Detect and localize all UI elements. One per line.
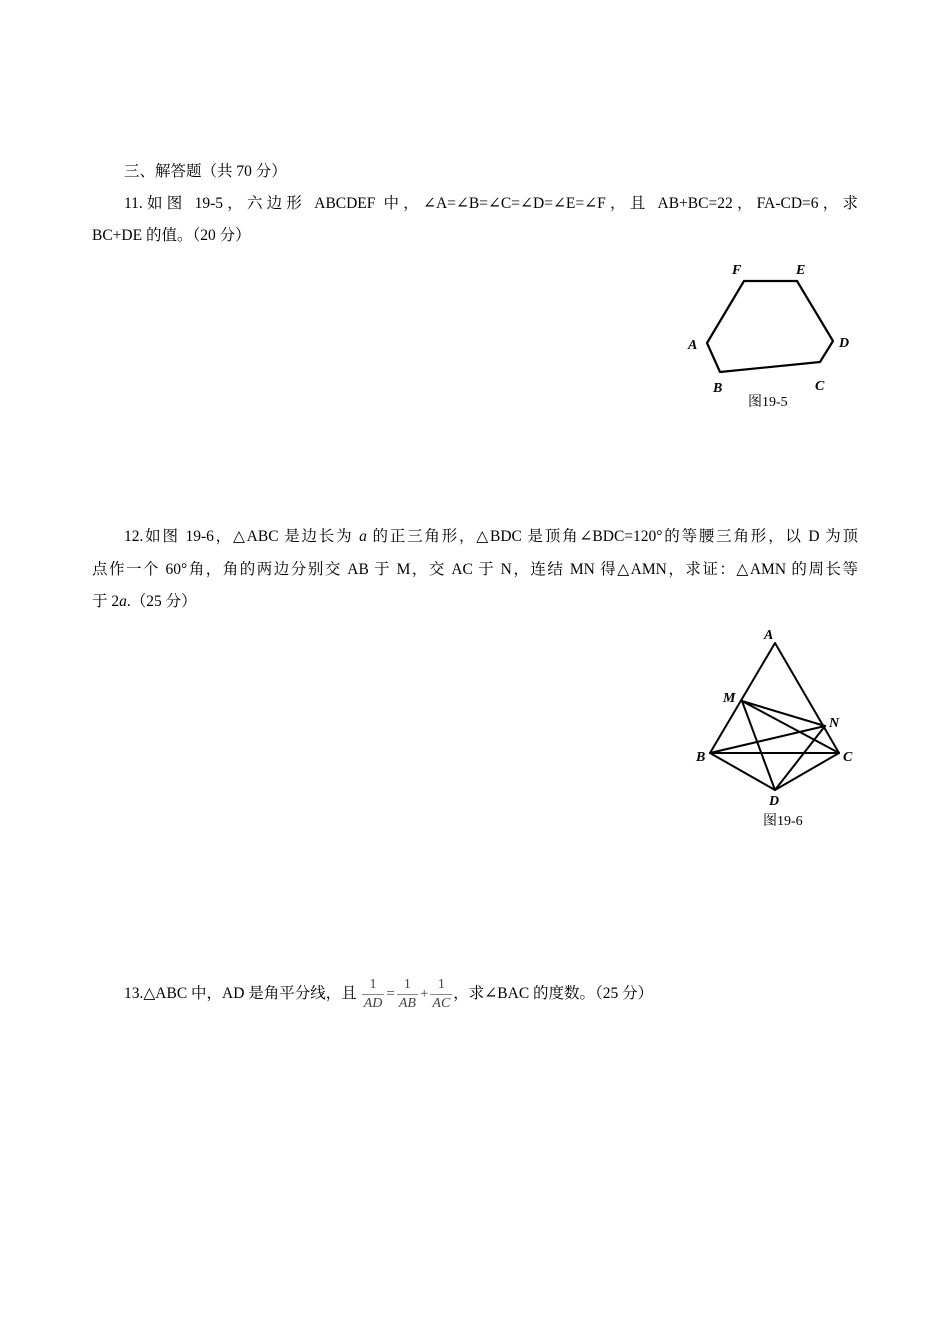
vertex-label-f: F (732, 263, 742, 278)
fraction-2-denominator: AB (398, 995, 416, 1011)
vertex-label-b: B (713, 381, 723, 396)
segment-md (742, 701, 775, 790)
figure-caption-19-6: 图19-6 (763, 814, 803, 829)
figure-19-6 (690, 622, 865, 837)
q12-text-line1 (124, 527, 858, 547)
q12-line3-pre: 于 2 (92, 593, 120, 610)
vertex-label-b: B (696, 750, 706, 765)
hexagon-shape (707, 281, 833, 372)
triangle-diagram (690, 622, 865, 837)
fraction-1-bar (362, 994, 385, 995)
vertex-label-m: M (723, 691, 736, 706)
fraction-3-numerator: 1 (437, 976, 445, 992)
vertex-label-e: E (796, 263, 806, 278)
vertex-label-d: D (769, 794, 780, 809)
fraction-1-over-ad (362, 977, 385, 1012)
q12-text-line3 (92, 592, 197, 612)
q12-line1-pre: 12.如图 19-6，△ABC 是边长为 (124, 528, 360, 545)
figure-19-5 (680, 255, 860, 415)
q13-text-pre: 13.△ABC 中，AD 是角平分线，且 (124, 985, 357, 1002)
vertex-label-c: C (843, 750, 853, 765)
vertex-label-c: C (815, 379, 825, 394)
fraction-2-bar (397, 994, 418, 995)
q12-line1-post: 的正三角形，△BDC 是顶角∠BDC=120°的等腰三角形，以 D 为顶 (366, 528, 858, 545)
q12-line3-post: .（25 分） (126, 593, 197, 610)
fraction-3-bar (430, 994, 452, 995)
vertex-label-n: N (829, 716, 840, 731)
q12-line1-variable: a (359, 528, 367, 545)
figure-caption-19-5: 图19-5 (748, 395, 788, 410)
vertex-label-a: A (688, 338, 698, 353)
q12-line3-variable: a (119, 593, 127, 610)
q13-text (124, 974, 653, 1014)
q13-text-post: ，求∠BAC 的度数。（25 分） (453, 985, 654, 1002)
vertex-label-d: D (839, 336, 850, 351)
hexagon-diagram (680, 255, 860, 415)
fraction-2-numerator: 1 (403, 976, 411, 992)
fraction-1-over-ab (397, 977, 418, 1012)
fraction-1-denominator: AD (363, 995, 383, 1011)
q11-text-line1: 11.如图 19-5，六边形 ABCDEF 中，∠A=∠B=∠C=∠D=∠E=∠F，且 AB+BC=22，FA-CD=6，求 (124, 195, 858, 212)
fraction-1-over-ac (430, 977, 452, 1012)
plus-sign: + (419, 986, 429, 1003)
section-heading: 三、解答题（共 70 分） (124, 163, 287, 180)
q12-text-line2: 点作一个 60°角，角的两边分别交 AB 于 M，交 AC 于 N，连结 MN 得△AMN，求证：△AMN 的周长等 (92, 561, 858, 578)
vertex-label-a: A (764, 628, 774, 643)
fraction-1-numerator: 1 (369, 976, 377, 992)
q11-text-line2: BC+DE 的值。（20 分） (92, 227, 251, 244)
triangle-bdc-sides (710, 753, 839, 790)
equals-sign: = (386, 986, 395, 1003)
fraction-3-denominator: AC (432, 995, 451, 1011)
